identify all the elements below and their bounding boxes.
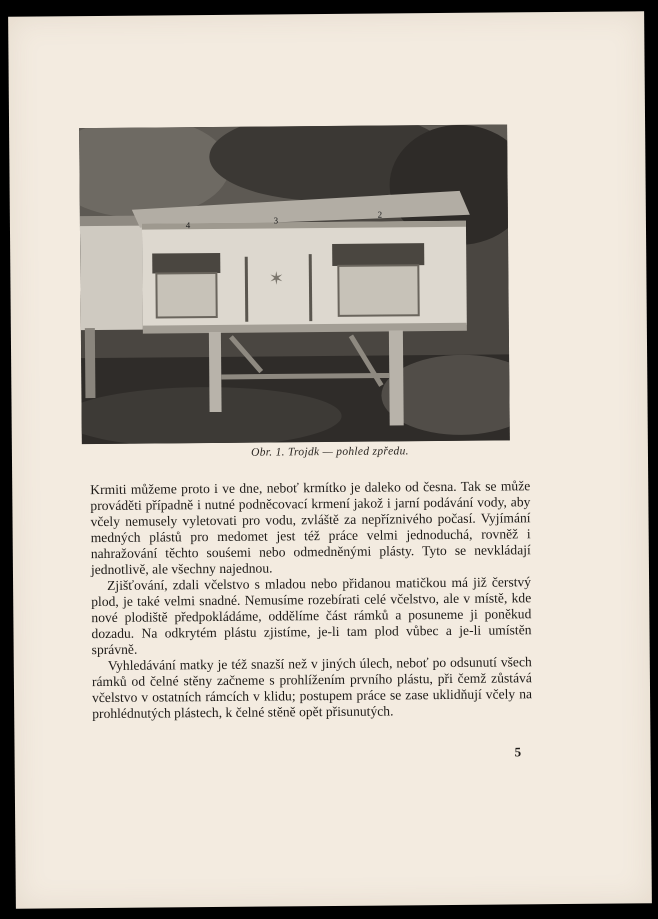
paragraph-1: Krmiti můžeme proto i ve dne, neboť krmítko je daleko od česna. Tak se může prováděti případně i nutné podněcovací krmení jakož i jarní podávání vody, aby včely nemusely vyletovati pro vodu, zvláště za nepříznivého počasí. Vyjímání medných plástů pro medomet jest též práce velmi jednoduchá, rovněž i nahražování těchto souśemi nebo odmedněnými plásty. Tyto se nevkládají jednotlivě, ale všechny najednou.: [90, 478, 531, 578]
paragraph-2: Zjišťování, zdali včelstvo s mladou nebo přidanou matičkou má již čerstvý plod, je také velmi snadné. Nemusíme rozebírati celé včelstvo, ale v místě, kde nové plodiště předpokládáme, oddělíme část rámků a posuneme ji poněkud dozadu. Na odkrytém plástu zjistíme, je-li tam plod vůbec a je-li umístěn správně.: [91, 574, 532, 658]
book-page: [8, 11, 652, 909]
paragraph-3: Vyhledávání matky je též snazší než v jiných úlech, neboť po odsunutí všech rámků od čelné stěny začneme s prohlížením prvního plástu, při čemž zůstává včelstvo v ostatních rámcích v klidu; postupem práce se zase uklidňují včely na prohlédnutých plástech, k čelné stěně opět přisunutých.: [91, 654, 533, 722]
page-number: 5: [514, 744, 522, 760]
hive-number-4: 4: [185, 220, 191, 231]
body-text: [90, 478, 532, 722]
hive-number-3: 3: [273, 215, 279, 226]
beehive-illustration: [79, 124, 510, 444]
hive-number-2: 2: [377, 209, 383, 220]
beehive-photo: [79, 124, 510, 444]
svg-text:✶: ✶: [268, 268, 285, 290]
figure-caption: Obr. 1. Trojdk — pohled zpředu.: [251, 445, 409, 459]
